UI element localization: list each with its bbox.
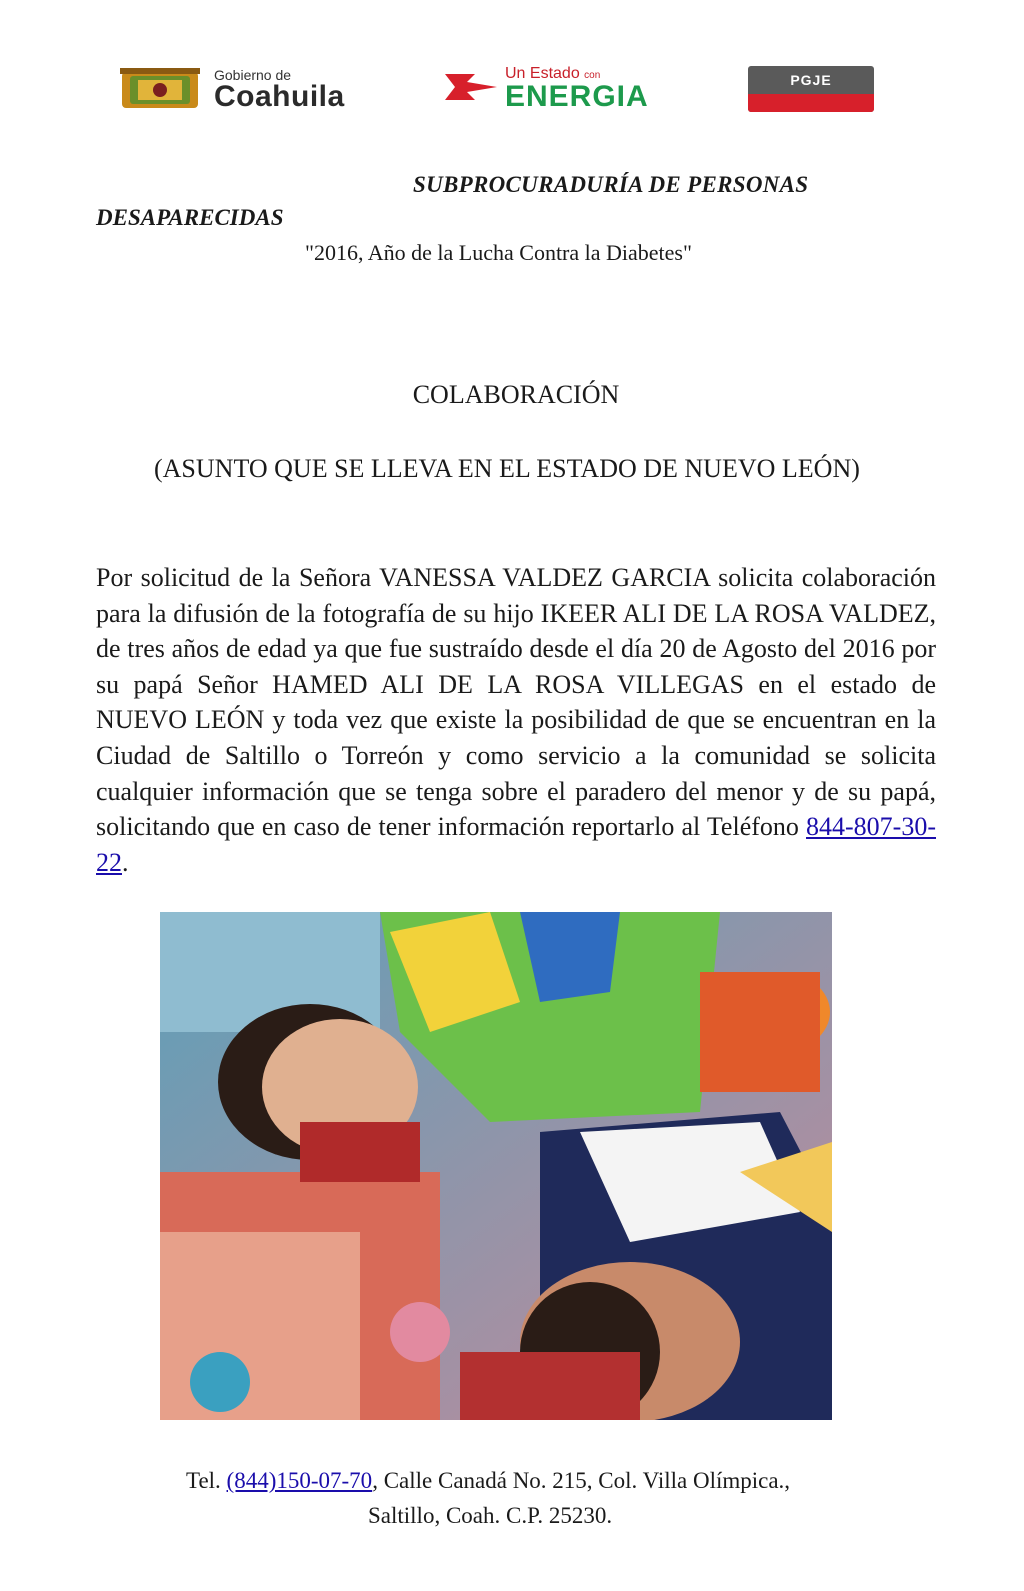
energia-logo (445, 66, 649, 112)
heading-line2: DESAPARECIDAS (96, 205, 284, 230)
body-paragraph (96, 560, 936, 880)
motto: "2016, Año de la Lucha Contra la Diabetes" (305, 240, 692, 265)
pgje-logo (748, 66, 874, 112)
energia-logo-small: Un Estado (505, 65, 580, 82)
footer-phone-link[interactable]: (844)150-07-70 (226, 1468, 373, 1493)
energia-logo-big: ENERGIA (505, 80, 649, 113)
coahuila-shield-icon (120, 68, 200, 112)
heading-line1: SUBPROCURADURÍA DE PERSONAS (413, 172, 809, 197)
title-container (0, 380, 1024, 410)
footer-line1 (186, 1468, 790, 1494)
footer-address: , Calle Canadá No. 215, Col. Villa Olímpica., (372, 1468, 791, 1493)
coahuila-logo (120, 68, 345, 112)
coahuila-logo-big: Coahuila (214, 80, 345, 113)
body-period: . (122, 847, 129, 877)
pgje-logo-band (748, 94, 874, 112)
coahuila-logo-small: Gobierno de (214, 67, 292, 83)
footer-tel-label: Tel. (186, 1468, 221, 1493)
phone-link[interactable]: 844-807-30-22 (96, 812, 936, 877)
subject: (ASUNTO QUE SE LLEVA EN EL ESTADO DE NUEVO LEÓN) (154, 454, 860, 483)
energia-logo-con: con (584, 70, 601, 81)
footer-city: Saltillo, Coah. C.P. 25230. (368, 1503, 613, 1528)
header-logos (120, 62, 880, 122)
pgje-logo-text: PGJE (790, 72, 832, 88)
body-text: Por solicitud de la Señora VANESSA VALDEZ GARCIA solicita colaboración para la difusión de la fotografía de su hijo IKEER ALI DE LA ROSA VALDEZ, de tres años de edad ya que fue sustraído desde el día 20 de Agosto del 2016 por su papá Señor HAMED ALI DE LA ROSA VILLEGAS en el estado de NUEVO LEÓN y toda vez que existe la posibilidad de que se encuentran en la Ciudad de Saltillo o Torreón y como servicio a la comunidad se solicita cualquier información que se tenga sobre el paradero del menor y de su papá, solicitando que en caso de tener información reportarlo al Teléfono (96, 563, 936, 842)
document-title: COLABORACIÓN (412, 380, 620, 409)
missing-child-photo (160, 912, 832, 1420)
energia-arrow-icon (445, 70, 497, 109)
